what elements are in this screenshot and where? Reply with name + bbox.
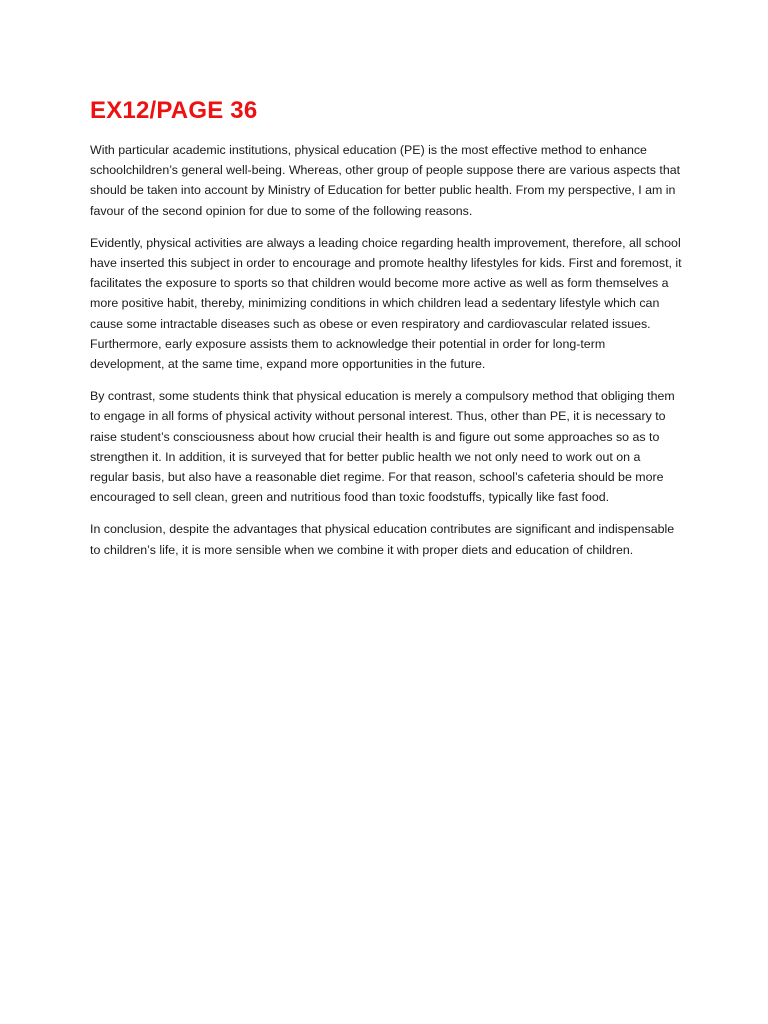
document-title: EX12/PAGE 36	[90, 97, 258, 124]
document-body	[90, 96, 682, 572]
paragraph-introduction: With particular academic institutions, physical education (PE) is the most effective method to enhance schoolchildren’s general well-being. Whereas, other group of people suppose there are various aspects that should be taken into account by Ministry of Education for better public health. From my perspective, I am in favour of the second opinion for due to some of the following reasons.	[90, 143, 681, 218]
paragraph-body-2: By contrast, some students think that physical education is merely a compulsory method that obliging them to engage in all forms of physical activity without personal interest. Thus, other than PE, it is necessary to raise student’s consciousness about how crucial their health is and figure out some approaches so as to strengthen it. In addition, it is surveyed that for better public health we not only need to work out on a regular basis, but also have a reasonable diet regime. For that reason, school’s cafeteria should be more encouraged to sell clean, green and nutritious food than toxic foodstuffs, typically like fast food.	[90, 389, 675, 505]
paragraph-conclusion: In conclusion, despite the advantages that physical education contributes are significant and indispensable to children’s life, it is more sensible when we combine it with proper diets and education of children.	[90, 522, 675, 557]
paragraph-body-1: Evidently, physical activities are always a leading choice regarding health improvement, therefore, all school have inserted this subject in order to encourage and promote healthy lifestyles for kids. First and foremost, it facilitates the exposure to sports so that children would become more active as well as form themselves a more positive habit, thereby, minimizing conditions in which children lead a sedentary lifestyle which can cause some intractable diseases such as obese or even respiratory and cardiovascular related issues. Furthermore, early exposure assists them to acknowledge their potential in order for long-term development, at the same time, expand more opportunities in the future.	[90, 235, 682, 372]
